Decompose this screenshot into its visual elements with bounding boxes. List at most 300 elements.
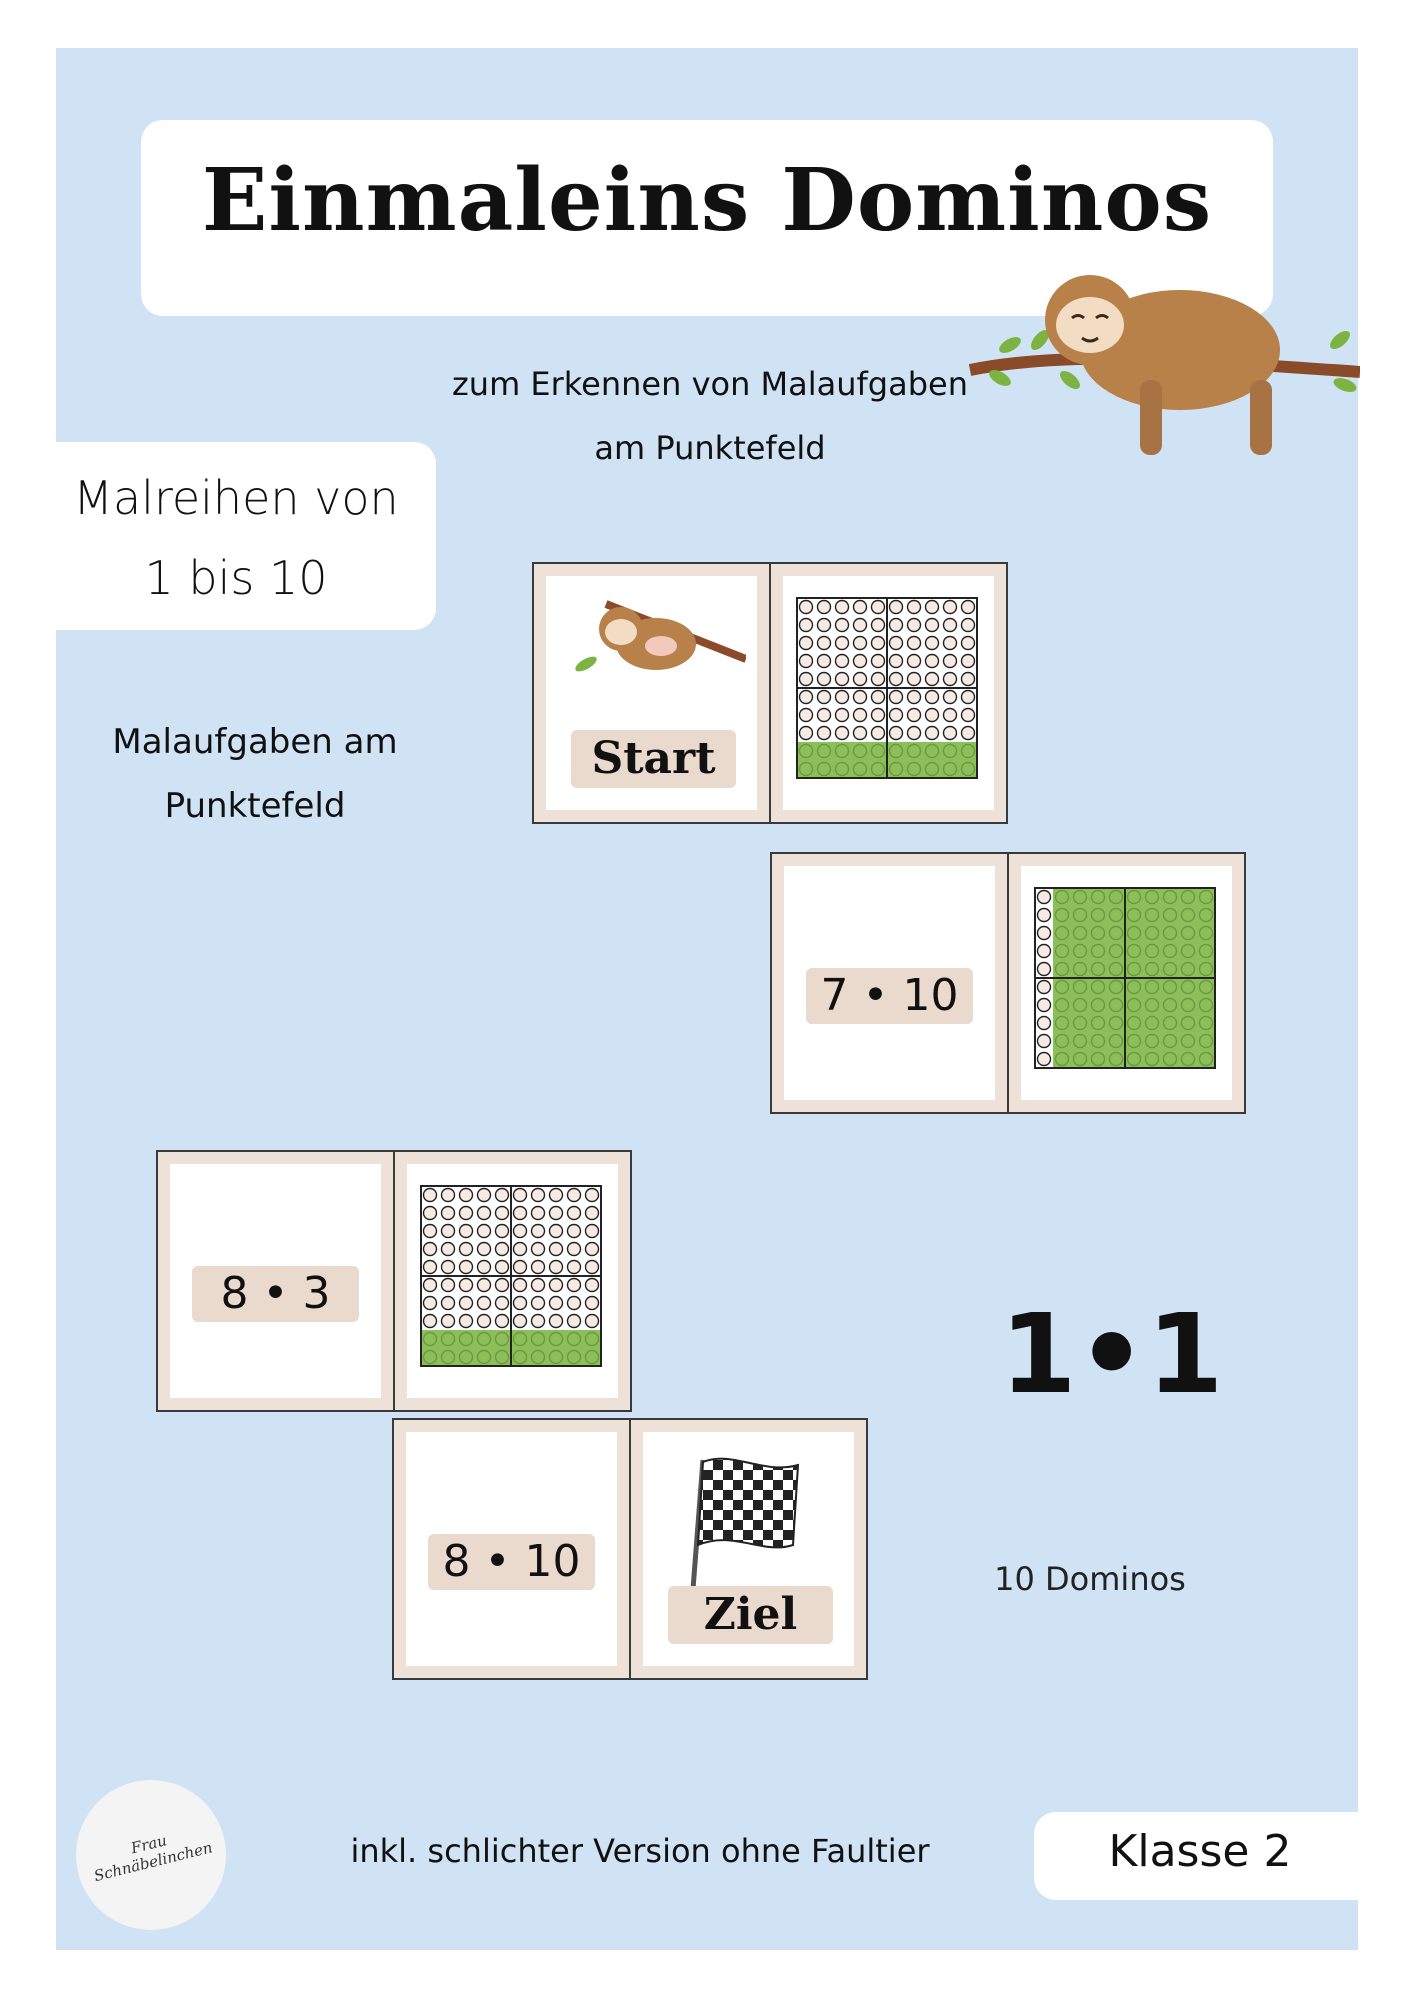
dot	[1092, 963, 1105, 976]
dot	[1110, 945, 1123, 958]
dot	[818, 763, 831, 776]
dot	[926, 673, 939, 686]
dot	[1074, 1017, 1087, 1030]
dot	[460, 1243, 473, 1256]
dot	[478, 1225, 491, 1238]
series-text	[56, 458, 416, 618]
dot	[1038, 1053, 1051, 1066]
dot	[550, 1279, 563, 1292]
dot	[1200, 891, 1213, 904]
dot	[872, 655, 885, 668]
dot	[550, 1207, 563, 1220]
dot	[532, 1297, 545, 1310]
dot	[1074, 963, 1087, 976]
dot	[1074, 891, 1087, 904]
dot	[496, 1351, 509, 1364]
domino-half-grid	[1007, 854, 1244, 1112]
dot	[442, 1333, 455, 1346]
dot	[908, 601, 921, 614]
domino-half-finish	[629, 1420, 866, 1678]
dot	[424, 1315, 437, 1328]
domino-half-expr	[394, 1420, 629, 1678]
dot	[1182, 1053, 1195, 1066]
dot	[1074, 927, 1087, 940]
dot	[962, 745, 975, 758]
dot	[1056, 963, 1069, 976]
dot	[908, 763, 921, 776]
dot	[1056, 981, 1069, 994]
dot	[1200, 963, 1213, 976]
dot	[1074, 1035, 1087, 1048]
dot	[532, 1207, 545, 1220]
dot	[1146, 963, 1159, 976]
dot	[854, 673, 867, 686]
dot	[962, 619, 975, 632]
dot	[1092, 981, 1105, 994]
dot	[944, 763, 957, 776]
dot	[818, 727, 831, 740]
dot	[1200, 999, 1213, 1012]
dot	[1146, 945, 1159, 958]
dot	[424, 1351, 437, 1364]
dot	[800, 763, 813, 776]
dot	[1164, 945, 1177, 958]
dot	[944, 673, 957, 686]
dot	[890, 709, 903, 722]
dot	[944, 619, 957, 632]
dot	[872, 745, 885, 758]
dot	[460, 1261, 473, 1274]
dot	[1038, 891, 1051, 904]
dot	[532, 1315, 545, 1328]
domino-half-expr	[772, 854, 1007, 1112]
dot	[532, 1333, 545, 1346]
dot	[854, 619, 867, 632]
subtitle-line-1: zum Erkennen von Malaufgaben	[451, 365, 968, 403]
dot	[800, 709, 813, 722]
dot	[1128, 981, 1141, 994]
dot	[962, 601, 975, 614]
dot	[1128, 927, 1141, 940]
dot	[568, 1207, 581, 1220]
expression-label: 7 • 10	[806, 968, 973, 1024]
domino-8x3	[156, 1150, 632, 1412]
dot	[818, 691, 831, 704]
expression-label: 8 • 10	[428, 1534, 595, 1590]
dot	[1146, 981, 1159, 994]
dot	[1056, 945, 1069, 958]
task-note-line-2: Punktefeld	[164, 786, 346, 826]
dot	[550, 1315, 563, 1328]
dot	[890, 763, 903, 776]
dot	[424, 1243, 437, 1256]
dot	[550, 1189, 563, 1202]
grade-label: Klasse 2	[1108, 1826, 1292, 1877]
task-note	[100, 710, 410, 838]
dot	[800, 601, 813, 614]
dot	[1182, 963, 1195, 976]
dot	[908, 745, 921, 758]
dot	[478, 1243, 491, 1256]
dot	[818, 745, 831, 758]
dot	[568, 1351, 581, 1364]
dot	[568, 1333, 581, 1346]
dot	[442, 1279, 455, 1292]
dot	[926, 637, 939, 650]
dot	[836, 727, 849, 740]
dot	[460, 1225, 473, 1238]
dot	[1128, 999, 1141, 1012]
dominos-count: 10 Dominos	[994, 1560, 1186, 1598]
dot	[908, 673, 921, 686]
dot	[496, 1243, 509, 1256]
dot	[944, 601, 957, 614]
dot	[926, 763, 939, 776]
dot	[514, 1315, 527, 1328]
dot	[926, 601, 939, 614]
signature-text: Frau Schnäbelinchen	[92, 1831, 215, 1886]
dot	[926, 655, 939, 668]
dot	[442, 1189, 455, 1202]
dot	[800, 619, 813, 632]
dot	[872, 709, 885, 722]
dot	[926, 691, 939, 704]
dot	[568, 1279, 581, 1292]
dot	[478, 1207, 491, 1220]
dot	[550, 1243, 563, 1256]
dot	[836, 601, 849, 614]
dot	[532, 1189, 545, 1202]
dot	[1056, 909, 1069, 922]
dot	[1146, 999, 1159, 1012]
dot	[1110, 1035, 1123, 1048]
dot	[1182, 909, 1195, 922]
dot	[1092, 945, 1105, 958]
dot	[1200, 1035, 1213, 1048]
dot	[550, 1261, 563, 1274]
sloth-branch-illustration	[950, 260, 1360, 470]
dot	[1038, 963, 1051, 976]
dot	[1038, 1017, 1051, 1030]
dot	[496, 1189, 509, 1202]
dot	[442, 1297, 455, 1310]
dot	[854, 637, 867, 650]
dot	[496, 1297, 509, 1310]
domino-half-grid	[393, 1152, 630, 1410]
dot	[1146, 1017, 1159, 1030]
dot	[1146, 909, 1159, 922]
dot	[496, 1279, 509, 1292]
dot	[1182, 1017, 1195, 1030]
dot	[1128, 891, 1141, 904]
dot	[460, 1333, 473, 1346]
dot	[514, 1243, 527, 1256]
task-note-line-1: Malaufgaben am	[112, 722, 398, 762]
dot	[836, 637, 849, 650]
dot	[908, 709, 921, 722]
dot	[962, 655, 975, 668]
dot	[1092, 909, 1105, 922]
dot	[890, 691, 903, 704]
dot	[460, 1315, 473, 1328]
dot	[872, 763, 885, 776]
dot	[514, 1207, 527, 1220]
dot	[442, 1261, 455, 1274]
dot	[1110, 963, 1123, 976]
dot	[926, 709, 939, 722]
dot	[586, 1279, 599, 1292]
domino-half-expr	[158, 1152, 393, 1410]
dot	[872, 619, 885, 632]
dot	[962, 637, 975, 650]
dot	[1146, 891, 1159, 904]
expression-label: 8 • 3	[192, 1266, 359, 1322]
dot	[460, 1297, 473, 1310]
dot	[1128, 1053, 1141, 1066]
dot	[1200, 1053, 1213, 1066]
dot	[496, 1225, 509, 1238]
dot	[818, 655, 831, 668]
dot	[586, 1225, 599, 1238]
dot-field-svg	[1033, 886, 1217, 1070]
dot	[944, 727, 957, 740]
dot	[550, 1351, 563, 1364]
dot	[854, 763, 867, 776]
dot	[818, 709, 831, 722]
dot	[944, 709, 957, 722]
dot	[424, 1207, 437, 1220]
dot	[478, 1261, 491, 1274]
dot	[800, 691, 813, 704]
dot	[478, 1315, 491, 1328]
dot	[926, 727, 939, 740]
dot	[890, 673, 903, 686]
dot	[442, 1225, 455, 1238]
dot	[1092, 891, 1105, 904]
dot	[568, 1261, 581, 1274]
dot	[1128, 963, 1141, 976]
dot	[818, 637, 831, 650]
dot	[1200, 909, 1213, 922]
dot	[1110, 927, 1123, 940]
dot	[1056, 891, 1069, 904]
dot	[1092, 1017, 1105, 1030]
dot	[1038, 945, 1051, 958]
dot	[1038, 909, 1051, 922]
dot	[1146, 927, 1159, 940]
dot	[424, 1333, 437, 1346]
dot	[460, 1279, 473, 1292]
dot	[496, 1207, 509, 1220]
domino-half-start	[534, 564, 769, 822]
dot	[1110, 1017, 1123, 1030]
dot	[1056, 1017, 1069, 1030]
dot	[836, 745, 849, 758]
dot	[1056, 1053, 1069, 1066]
dot	[1056, 1035, 1069, 1048]
dot	[800, 637, 813, 650]
dot	[514, 1261, 527, 1274]
dot	[908, 637, 921, 650]
dot	[586, 1297, 599, 1310]
dot	[836, 709, 849, 722]
dot	[872, 601, 885, 614]
dot	[854, 601, 867, 614]
dot	[1092, 999, 1105, 1012]
dot	[532, 1225, 545, 1238]
dot	[944, 637, 957, 650]
dot	[1164, 891, 1177, 904]
dot	[1128, 945, 1141, 958]
dot	[1056, 927, 1069, 940]
dot	[890, 727, 903, 740]
dot	[944, 745, 957, 758]
dot	[800, 745, 813, 758]
dot	[926, 619, 939, 632]
dot	[460, 1351, 473, 1364]
dot	[460, 1189, 473, 1202]
dot	[818, 601, 831, 614]
dot	[872, 673, 885, 686]
dot	[550, 1333, 563, 1346]
dot	[586, 1261, 599, 1274]
dot	[532, 1243, 545, 1256]
dot	[962, 727, 975, 740]
dot	[532, 1261, 545, 1274]
dot	[514, 1189, 527, 1202]
dot	[962, 673, 975, 686]
dot	[800, 655, 813, 668]
dot	[586, 1333, 599, 1346]
dot	[1074, 945, 1087, 958]
dot	[532, 1279, 545, 1292]
dot	[1146, 1035, 1159, 1048]
dot	[568, 1225, 581, 1238]
dot	[1182, 1035, 1195, 1048]
dot	[568, 1243, 581, 1256]
dot	[514, 1351, 527, 1364]
dot	[1128, 1017, 1141, 1030]
domino-start	[532, 562, 1008, 824]
dot	[908, 691, 921, 704]
dot	[1038, 999, 1051, 1012]
multiplication-logo: 1•1	[1000, 1290, 1224, 1418]
dot	[568, 1315, 581, 1328]
dot	[1200, 945, 1213, 958]
dot	[1146, 1053, 1159, 1066]
dot	[1092, 927, 1105, 940]
dot	[532, 1351, 545, 1364]
dot	[514, 1297, 527, 1310]
dot	[586, 1315, 599, 1328]
dot	[1038, 927, 1051, 940]
dot	[890, 637, 903, 650]
dot	[944, 691, 957, 704]
dot	[908, 619, 921, 632]
dot	[890, 745, 903, 758]
dot	[1074, 999, 1087, 1012]
dot	[908, 727, 921, 740]
dot	[1182, 999, 1195, 1012]
dot	[1128, 909, 1141, 922]
dot	[962, 709, 975, 722]
dot	[800, 673, 813, 686]
dot	[1200, 981, 1213, 994]
dot	[424, 1279, 437, 1292]
dot	[568, 1297, 581, 1310]
dot	[872, 691, 885, 704]
dot	[478, 1351, 491, 1364]
dot	[818, 619, 831, 632]
dot	[836, 619, 849, 632]
dot	[1056, 999, 1069, 1012]
dot-field-svg	[795, 596, 979, 780]
dot	[818, 673, 831, 686]
dot	[424, 1189, 437, 1202]
dot	[836, 673, 849, 686]
dot	[424, 1297, 437, 1310]
dot	[800, 727, 813, 740]
dot	[890, 601, 903, 614]
dot	[1182, 945, 1195, 958]
dot-field	[1033, 886, 1217, 1074]
subtitle	[420, 352, 1000, 480]
dot	[1200, 1017, 1213, 1030]
dot	[854, 709, 867, 722]
finish-label: Ziel	[668, 1586, 833, 1644]
dot	[1074, 909, 1087, 922]
dot	[586, 1207, 599, 1220]
dot	[586, 1189, 599, 1202]
dot	[586, 1243, 599, 1256]
dot	[442, 1351, 455, 1364]
dot	[1110, 891, 1123, 904]
dot	[1074, 1053, 1087, 1066]
dot	[442, 1243, 455, 1256]
dot	[478, 1297, 491, 1310]
dot	[442, 1315, 455, 1328]
dot	[1200, 927, 1213, 940]
dot	[1110, 1053, 1123, 1066]
dot-field	[419, 1184, 603, 1372]
dot	[1164, 1017, 1177, 1030]
dot	[1092, 1035, 1105, 1048]
dot	[854, 691, 867, 704]
dot	[854, 745, 867, 758]
subtitle-line-2: am Punktefeld	[594, 429, 826, 467]
dot	[1128, 1035, 1141, 1048]
dot	[1164, 927, 1177, 940]
series-line-1: Malreihen von	[73, 471, 399, 525]
dot	[1164, 1053, 1177, 1066]
dot	[514, 1333, 527, 1346]
dot	[854, 655, 867, 668]
dot	[496, 1261, 509, 1274]
dot	[836, 763, 849, 776]
dot	[496, 1315, 509, 1328]
dot	[496, 1333, 509, 1346]
dot	[1182, 981, 1195, 994]
dot	[478, 1189, 491, 1202]
dot	[586, 1351, 599, 1364]
dot	[1164, 981, 1177, 994]
dot	[1110, 999, 1123, 1012]
dot	[424, 1225, 437, 1238]
signature-seal	[76, 1780, 226, 1930]
dot	[1164, 999, 1177, 1012]
dot	[962, 763, 975, 776]
dot	[1110, 981, 1123, 994]
